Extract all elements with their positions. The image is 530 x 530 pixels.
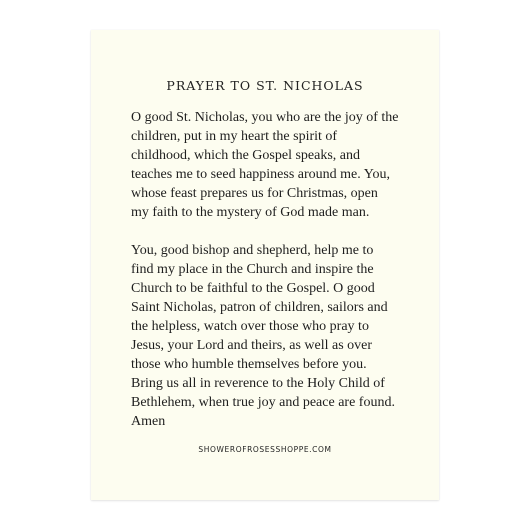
prayer-line: childhood, which the Gospel speaks, and [131, 148, 361, 163]
prayer-line: Amen [131, 414, 166, 429]
prayer-card [91, 30, 439, 500]
prayer-line: You, good bishop and shepherd, help me to [131, 243, 374, 258]
prayer-paragraph-1 [131, 108, 407, 222]
prayer-line: O good St. Nicholas, you who are the joy of the [131, 110, 399, 125]
prayer-line: those who humble themselves before you. [131, 357, 367, 372]
prayer-line: my faith to the mystery of God made man. [131, 205, 370, 220]
website-url: SHOWEROFROSESSHOPPE.COM [198, 445, 332, 454]
prayer-line: Bring us all in reverence to the Holy Child of [131, 376, 385, 391]
prayer-line: Church to be faithful to the Gospel. O good [131, 281, 375, 296]
prayer-paragraph-2 [131, 241, 407, 431]
prayer-title: PRAYER TO ST. NICHOLAS [166, 78, 364, 93]
prayer-line: the helpless, watch over those who pray to [131, 319, 369, 334]
prayer-line: teaches me to seed happiness around me. You, [131, 167, 390, 182]
prayer-line: Saint Nicholas, patron of children, sailors and [131, 300, 388, 315]
prayer-line: Bethlehem, when true joy and peace are found. [131, 395, 395, 410]
prayer-body [131, 108, 407, 431]
prayer-line: whose feast prepares us for Christmas, open [131, 186, 378, 201]
prayer-line: children, put in my heart the spirit of [131, 129, 338, 144]
prayer-line: find my place in the Church and inspire the [131, 262, 374, 277]
prayer-line: Jesus, your Lord and theirs, as well as over [131, 338, 373, 353]
